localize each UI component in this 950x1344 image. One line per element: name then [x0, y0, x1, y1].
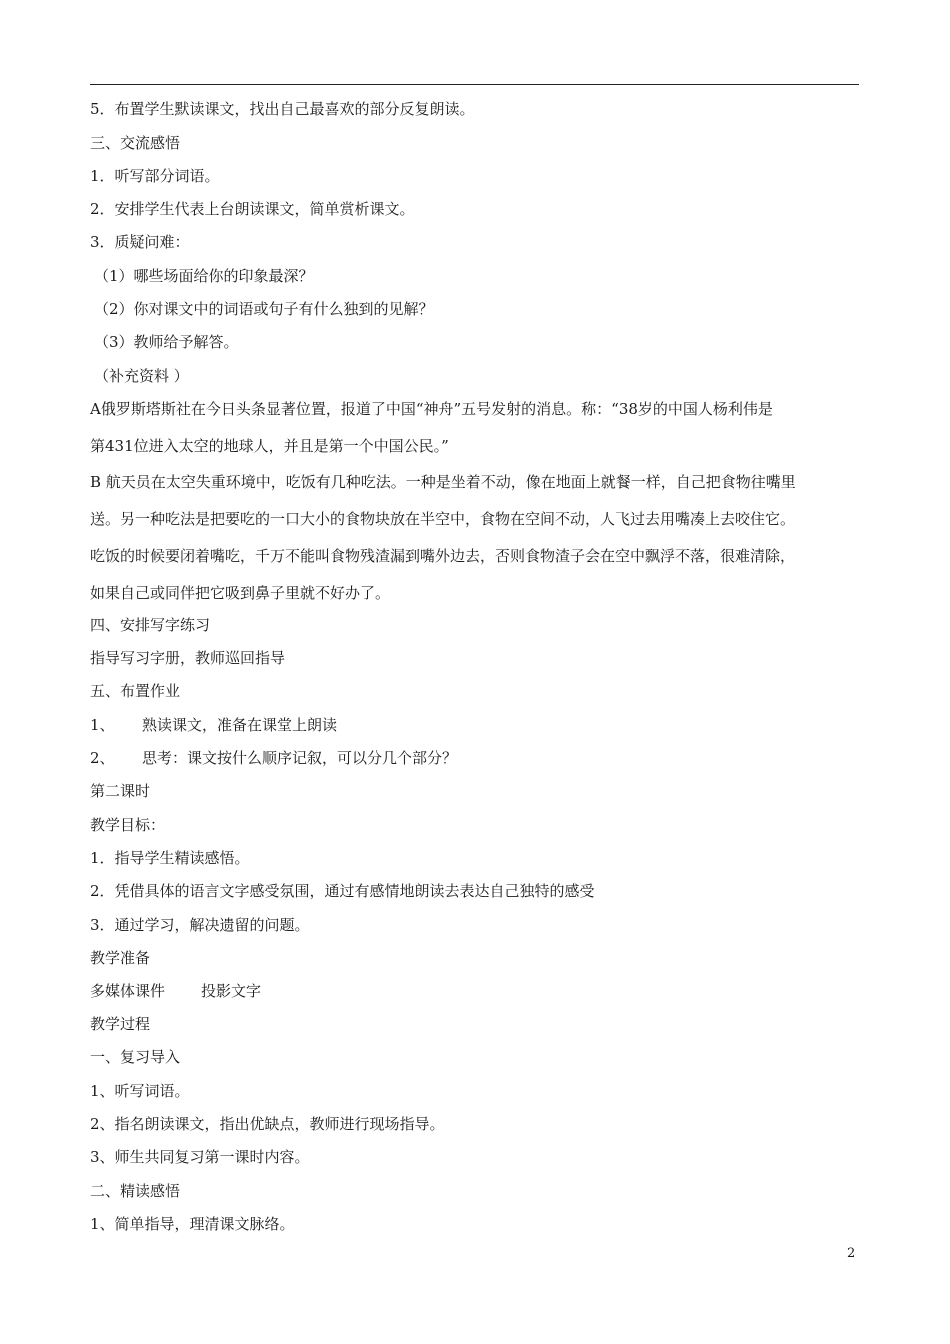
preparation-items	[90, 981, 261, 1001]
homework-item-2	[90, 748, 457, 768]
supplement-b-line-2: 送。另一种吃法是把要吃的一口大小的食物块放在半空中，食物在空间不动，人飞过去用嘴凑上去咬住它。	[90, 510, 796, 528]
preparation-multimedia: 多媒体课件	[90, 982, 166, 1000]
question-2: （2）你对课文中的词语或句子有什么独到的见解？	[94, 300, 434, 318]
question-3: （3）教师给予解答。	[94, 333, 239, 351]
preparation-projection: 投影文字	[201, 982, 262, 1000]
process-heading: 教学过程	[90, 1015, 151, 1033]
close-reading-heading: 二、精读感悟	[90, 1182, 181, 1200]
homework-item-1	[90, 715, 337, 735]
item-dictation: 1．听写部分词语。	[90, 167, 220, 185]
question-1: （1）哪些场面给你的印象最深？	[94, 267, 314, 285]
section-3-heading: 三、交流感悟	[90, 134, 181, 152]
header-rule	[90, 84, 859, 85]
supplement-b-line-1: B 航天员在太空失重环境中，吃饭有几种吃法。一种是坐着不动，像在地面上就餐一样，自己把食物往嘴里	[90, 473, 796, 491]
item-student-reading: 2．安排学生代表上台朗读课文，简单赏析课文。	[90, 200, 415, 218]
page-number: 2	[847, 1246, 856, 1261]
supplement-b-line-3: 吃饭的时候要闭着嘴吃，千万不能叫食物残渣漏到嘴外边去，否则食物渣子会在空中飘浮不落，很难清除，	[90, 547, 796, 565]
review-step-3: 3、师生共同复习第一课时内容。	[90, 1148, 310, 1166]
second-lesson-heading: 第二课时	[90, 782, 151, 800]
goal-3: 3．通过学习，解决遗留的问题。	[90, 916, 310, 934]
preparation-heading: 教学准备	[90, 949, 151, 967]
review-heading: 一、复习导入	[90, 1048, 181, 1066]
close-reading-step-1: 1、简单指导，理清课文脉络。	[90, 1215, 295, 1233]
section-5-heading: 五、布置作业	[90, 682, 181, 700]
teaching-goals-heading: 教学目标：	[90, 816, 166, 834]
goal-1: 1．指导学生精读感悟。	[90, 849, 250, 867]
section-4-heading: 四、安排写字练习	[90, 616, 211, 634]
supplement-a-line-1: A俄罗斯塔斯社在今日头条显著位置，报道了中国“神舟”五号发射的消息。称：“38岁的中国人杨利伟是	[90, 400, 773, 418]
review-step-2: 2、指名朗读课文，指出优缺点，教师进行现场指导。	[90, 1115, 445, 1133]
review-step-1: 1、听写词语。	[90, 1082, 190, 1100]
supplement-heading: （补充资料 ）	[94, 367, 189, 385]
supplement-b-line-4: 如果自己或同伴把它吸到鼻子里就不好办了。	[90, 584, 391, 602]
step-5-silent-reading: 5．布置学生默读课文，找出自己最喜欢的部分反复朗读。	[90, 100, 475, 118]
goal-2: 2．凭借具体的语言文字感受氛围，通过有感情地朗读去表达自己独特的感受	[90, 882, 595, 900]
homework-item-1-number: 1、	[90, 716, 115, 734]
supplement-a-line-2: 第431位进入太空的地球人，并且是第一个中国公民。”	[90, 437, 449, 455]
homework-item-2-number: 2、	[90, 749, 115, 767]
writing-guidance: 指导写习字册，教师巡回指导	[90, 649, 286, 667]
item-questions: 3．质疑问难：	[90, 233, 190, 251]
homework-item-1-text: 熟读课文，准备在课堂上朗读	[142, 716, 338, 734]
homework-item-2-text: 思考：课文按什么顺序记叙，可以分几个部分？	[142, 749, 458, 767]
